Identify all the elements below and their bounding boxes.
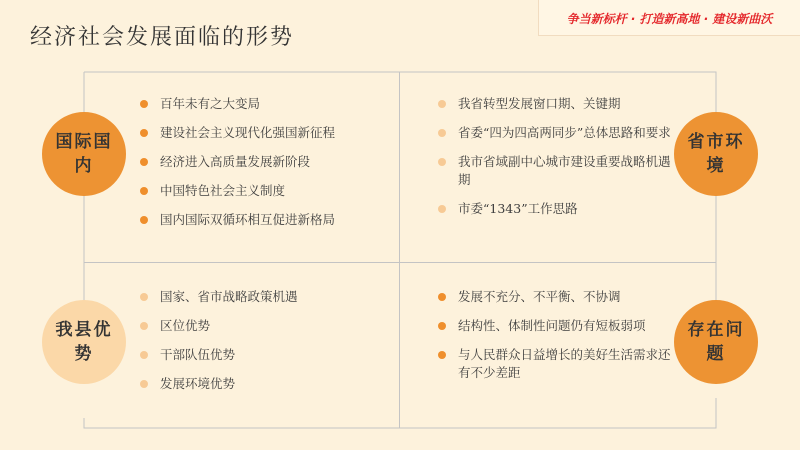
bottom-right-bracket	[399, 398, 716, 428]
circle-county-advantages: 我县优势	[42, 300, 126, 384]
bullet-dot-icon	[140, 100, 148, 108]
circle-province-city: 省市环境	[674, 112, 758, 196]
bottom-left-bracket	[84, 418, 399, 428]
list-province-city	[438, 95, 678, 229]
bullet-dot-icon	[438, 322, 446, 330]
bullet-dot-icon	[140, 216, 148, 224]
bullet-dot-icon	[140, 158, 148, 166]
list-item: 区位优势	[140, 317, 390, 335]
bullet-dot-icon	[438, 100, 446, 108]
bullet-dot-icon	[140, 293, 148, 301]
list-item: 我市省域副中心城市建设重要战略机遇期	[438, 153, 678, 189]
list-item: 国家、省市战略政策机遇	[140, 288, 390, 306]
bullet-dot-icon	[438, 351, 446, 359]
circle-existing-problems: 存在问题	[674, 300, 758, 384]
list-item: 百年未有之大变局	[140, 95, 390, 113]
list-item: 经济进入高质量发展新阶段	[140, 153, 390, 171]
page-title: 经济社会发展面临的形势	[30, 25, 295, 50]
list-item: 发展环境优势	[140, 375, 390, 393]
bullet-dot-icon	[140, 351, 148, 359]
bullet-dot-icon	[438, 158, 446, 166]
list-item: 我省转型发展窗口期、关键期	[438, 95, 678, 113]
bullet-dot-icon	[438, 205, 446, 213]
list-item: 建设社会主义现代化强国新征程	[140, 124, 390, 142]
bullet-dot-icon	[140, 380, 148, 388]
bullet-dot-icon	[140, 322, 148, 330]
list-item: 结构性、体制性问题仍有短板弱项	[438, 317, 678, 335]
list-item: 与人民群众日益增长的美好生活需求还有不少差距	[438, 346, 678, 382]
slogan-text: 争当新标杆 · 打造新高地 · 建设新曲沃	[566, 12, 773, 26]
bullet-dot-icon	[140, 187, 148, 195]
list-item: 发展不充分、不平衡、不协调	[438, 288, 678, 306]
list-item: 国内国际双循环相互促进新格局	[140, 211, 390, 229]
list-item: 干部队伍优势	[140, 346, 390, 364]
list-item: 市委“1343”工作思路	[438, 200, 678, 218]
bullet-dot-icon	[140, 129, 148, 137]
bullet-dot-icon	[438, 293, 446, 301]
list-item: 中国特色社会主义制度	[140, 182, 390, 200]
list-item: 省委“四为四高两同步”总体思路和要求	[438, 124, 678, 142]
circle-international-domestic: 国际国内	[42, 112, 126, 196]
list-county-advantages	[140, 288, 390, 404]
slogan-banner	[538, 0, 800, 36]
list-international-domestic	[140, 95, 390, 240]
bullet-dot-icon	[438, 129, 446, 137]
list-existing-problems	[438, 288, 678, 393]
